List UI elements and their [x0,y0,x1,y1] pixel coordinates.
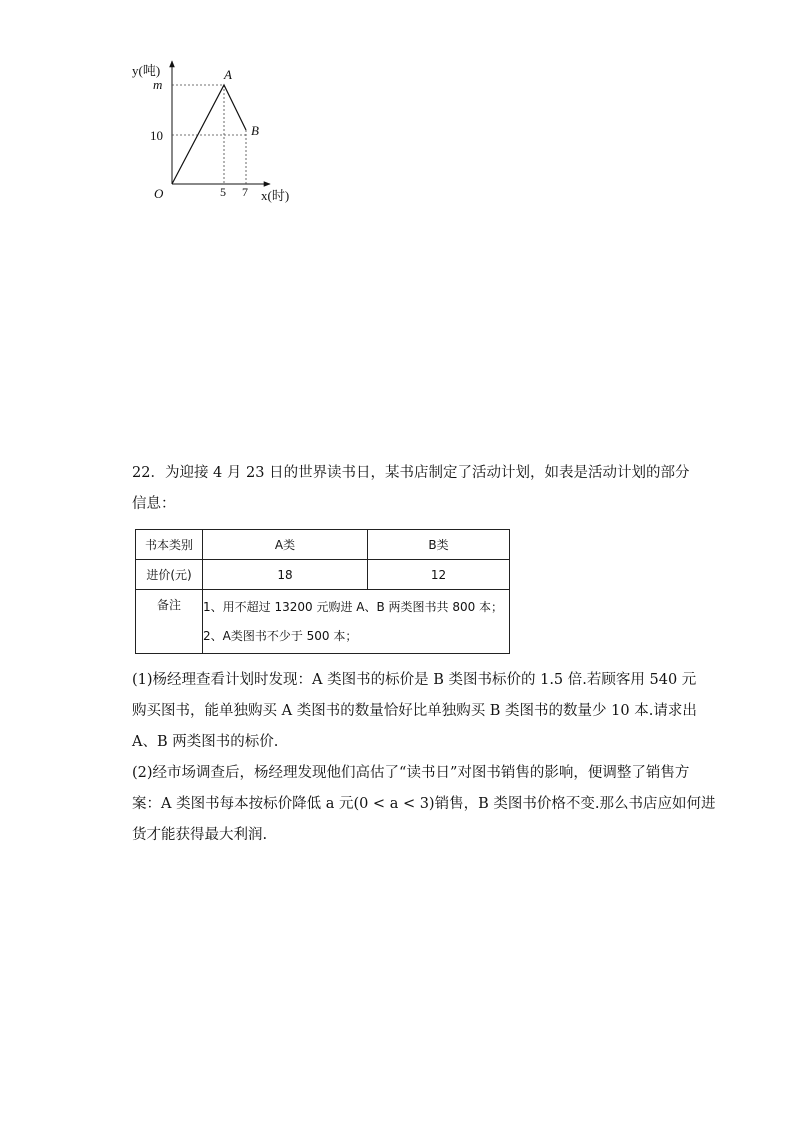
notes-label: 备注 [136,590,203,654]
point-b-label: B [251,123,259,138]
part1-line-1: (1)杨经理查看计划时发现：A 类图书的标价是 B 类图书标价的 1.5 倍.若顾客用 540 元 [132,672,697,688]
question-line-1: 22．为迎接 4 月 23 日的世界读书日，某书店制定了活动计划，如表是活动计划的部分 [132,465,690,481]
note-1: 1、用不超过 13200 元购进 A、B 两类图书共 800 本； [203,599,504,614]
point-a-label: A [224,67,232,82]
plan-table [135,529,510,654]
part2-line-1: (2)经市场调查后，杨经理发现他们高估了“读书日”对图书销售的影响，便调整了销售方 [132,765,690,781]
graph-polyline [172,85,246,184]
part2-line-2: 案：A 类图书每本按标价降低 a 元(0 < a < 3)销售，B 类图书价格不变.那么书店应如何进 [132,796,716,812]
distance-time-graph [120,55,310,215]
origin-label: O [154,186,164,201]
y-tick-m: m [153,77,163,92]
y-tick-10: 10 [150,128,163,143]
notes-cell [203,590,510,654]
price-label: 进价(元) [136,560,203,590]
part1-line-3: A、B 两类图书的标价. [132,734,279,750]
x-tick-5: 5 [220,185,226,199]
header-b: B类 [368,530,510,560]
header-category: 书本类别 [136,530,203,560]
x-tick-7: 7 [242,185,248,199]
note-2: 2、A类图书不少于 500 本； [203,628,358,643]
price-a: 18 [203,560,368,590]
part1-line-2: 购买图书，能单独购买 A 类图书的数量恰好比单独购买 B 类图书的数量少 10 本.请求出 [132,703,697,719]
y-axis-label: y(吨) [132,63,161,78]
table-row [136,560,510,590]
question-line-2: 信息： [132,496,176,512]
table-row [136,590,510,654]
part2-line-3: 货才能获得最大利润. [132,827,268,843]
table-row [136,530,510,560]
header-a: A类 [203,530,368,560]
x-axis-label: x(时) [261,188,290,203]
price-b: 12 [368,560,510,590]
